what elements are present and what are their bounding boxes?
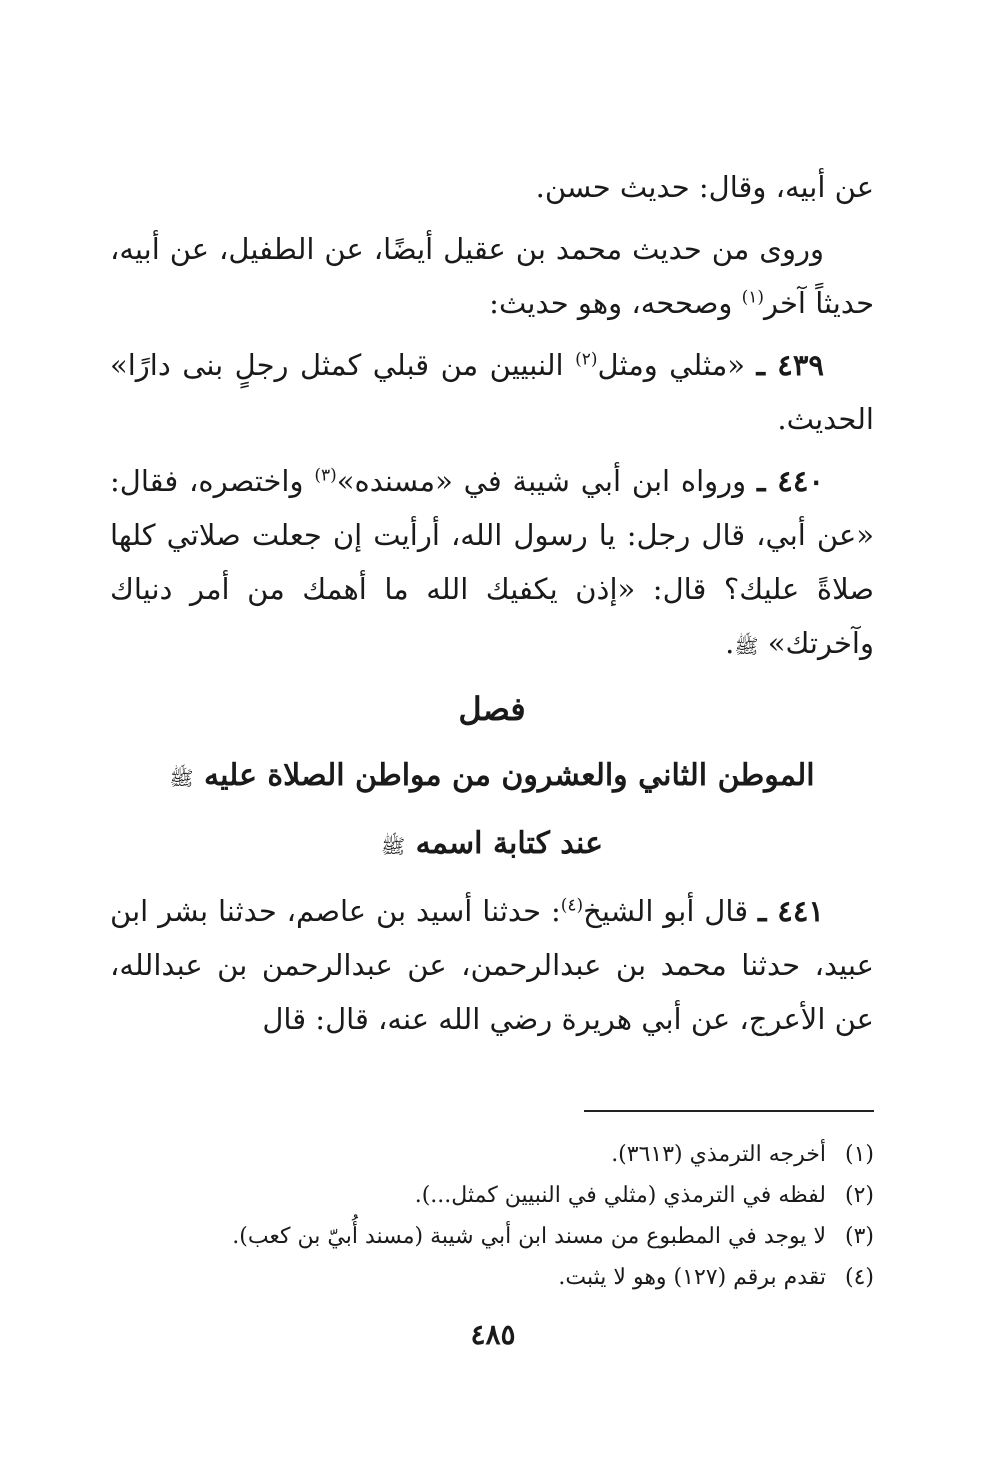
footnote-separator (584, 1110, 874, 1112)
hadith-439 (110, 338, 874, 446)
section-subtitle-honorific: ﷺ (380, 834, 406, 858)
paragraph-2 (110, 222, 874, 330)
lower-text-block (110, 884, 874, 1046)
hadith-440-text-end: . (725, 626, 735, 660)
paragraph-1 (110, 160, 874, 214)
footnote-item (110, 1134, 874, 1175)
hadith-439-text-b: النبيين من قبلي كمثل رجلٍ بنى دارًا» الحديث. (110, 348, 874, 436)
footnote-text: لا يوجد في المطبوع من مسند ابن أبي شيبة (مسند أُبيّ بن كعب). (232, 1224, 826, 1249)
footnote-item (110, 1175, 874, 1216)
section-label: فصل (458, 690, 526, 728)
page-number: ٤٨٥ (470, 1318, 516, 1351)
hadith-441-text-b: : حدثنا أسيد بن عاصم، حدثنا بشر ابن عبيد، حدثنا محمد بن عبدالرحمن، عن عبدالرحمن بن عبدالله، عن الأعرج، عن أبي هريرة رضي الله عنه، قال: قال (110, 894, 874, 1036)
hadith-440 (110, 454, 874, 673)
footnote-ref-2[interactable]: (٢) (575, 349, 598, 370)
footnote-item (110, 1216, 874, 1257)
hadith-number-441: ٤٤١ ـ (757, 894, 824, 928)
footnote-mark: (٣) (844, 1224, 874, 1249)
paragraph-1-text: عن أبيه، وقال: حديث حسن. (535, 170, 874, 204)
footnote-mark: (١) (844, 1142, 874, 1167)
paragraph-2-text-b: وصححه، وهو حديث: (489, 286, 742, 320)
footnote-mark: (٢) (844, 1183, 874, 1208)
section-title (110, 758, 874, 795)
hadith-440-text-a: ورواه ابن أبي شيبة في «مسنده» (336, 464, 758, 498)
section-title-text: الموطن الثاني والعشرون من مواطن الصلاة عليه (204, 758, 815, 793)
footnote-text: لفظه في الترمذي (مثلي في النبيين كمثل...). (414, 1183, 826, 1208)
upper-text-block (110, 160, 874, 673)
footnote-text: أخرجه الترمذي (٣٦١٣). (611, 1142, 826, 1167)
hadith-441-text-a: قال أبو الشيخ (583, 894, 758, 928)
paragraph-2-text-a: وروى من حديث محمد بن عقيل أيضًا، عن الطفيل، عن أبيه، حديثاً آخر (110, 232, 874, 320)
footnote-text: تقدم برقم (١٢٧) وهو لا يثبت. (558, 1265, 826, 1290)
footnote-ref-3[interactable]: (٣) (314, 465, 337, 486)
hadith-number-439: ٤٣٩ ـ (756, 348, 824, 382)
honorific-glyph: ﷺ (734, 634, 759, 658)
footnote-item (110, 1257, 874, 1298)
hadith-number-440: ٤٤٠ ـ (757, 464, 824, 498)
section-title-honorific: ﷺ (169, 766, 194, 790)
footnotes-list (110, 1134, 874, 1298)
hadith-439-text-a: «مثلي ومثل (597, 348, 757, 382)
section-subtitle (110, 826, 874, 863)
footnote-ref-4[interactable]: (٤) (560, 895, 584, 916)
hadith-441 (110, 884, 874, 1046)
footnote-mark: (٤) (844, 1265, 874, 1290)
footnote-ref-1[interactable]: (١) (741, 287, 764, 308)
section-subtitle-text: عند كتابة اسمه (415, 826, 604, 861)
hadith-440-text-b: واختصره، فقال: «عن أبي، قال رجل: يا رسول الله، أرأيت إن جعلت صلاتي كلها صلاةً عليك؟ قال: «إذن يكفيك الله ما أهمك من أمر دنياك وآخرتك» (110, 464, 874, 660)
